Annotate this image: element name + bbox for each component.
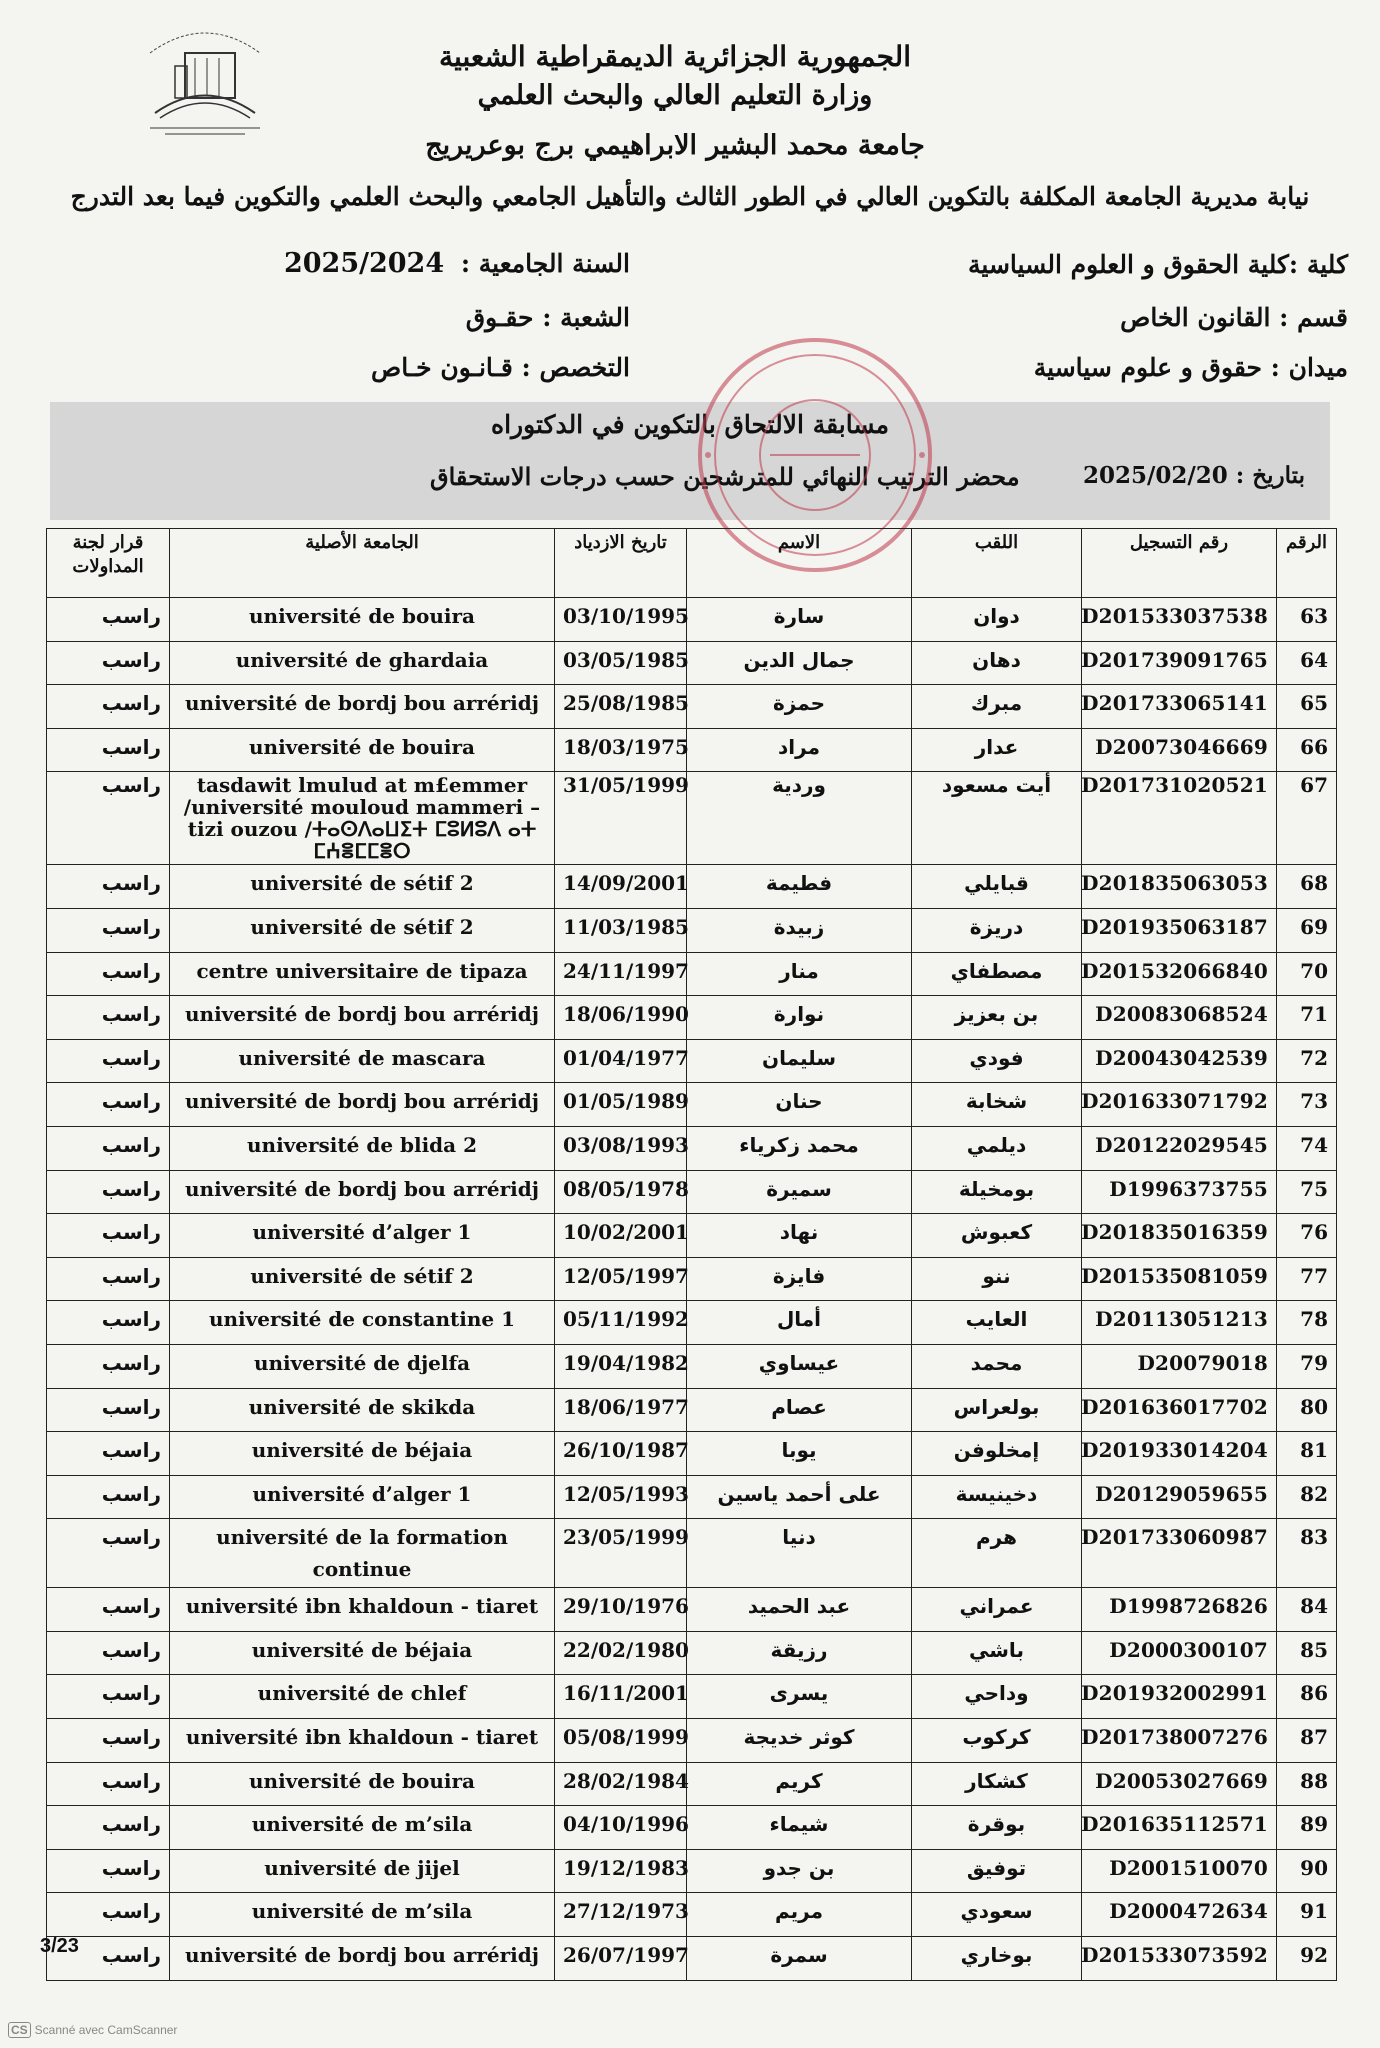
candidate-lastname: ننو	[912, 1257, 1082, 1301]
registration-number: D201933014204	[1082, 1432, 1277, 1476]
birth-date: 18/06/1990	[555, 996, 687, 1040]
scanner-watermark	[8, 2022, 177, 2038]
table-row	[47, 728, 1337, 772]
committee-decision: راسب	[47, 772, 170, 865]
origin-university: université de bordj bou arréridj	[170, 996, 555, 1040]
origin-university: université de m’sila	[170, 1893, 555, 1937]
committee-decision: راسب	[47, 996, 170, 1040]
candidate-lastname: شخابة	[912, 1083, 1082, 1127]
header-republic: الجمهورية الجزائرية الديمقراطية الشعبية	[438, 40, 911, 73]
ranking-subtitle: محضر الترتيب النهائي للمترشحين حسب درجات الاستحقاق	[430, 462, 1020, 491]
origin-university: tasdawit lmulud at m£emmer /université mouloud mammeri – tizi ouzou /ⵜⴰⵙⴷⴰⵡⵉⵜ ⵎⵓⵍⵓⴷ ⴰⵜ ⵎⵄⴻⵎⵎⴻⵔ	[170, 772, 555, 865]
candidate-firstname: يسرى	[687, 1675, 912, 1719]
header-firstname: الاسم	[687, 529, 912, 598]
field-value: : حقوق و علوم سياسية	[1033, 353, 1280, 382]
registration-number: D20122029545	[1082, 1126, 1277, 1170]
header-birthdate: تاريخ الازدياد	[555, 529, 687, 598]
committee-decision: راسب	[47, 728, 170, 772]
registration-number: D201935063187	[1082, 908, 1277, 952]
row-number: 92	[1277, 1937, 1337, 1981]
birth-date: 26/07/1997	[555, 1937, 687, 1981]
birth-date: 03/08/1993	[555, 1126, 687, 1170]
candidate-firstname: رزيقة	[687, 1631, 912, 1675]
committee-decision: راسب	[47, 1675, 170, 1719]
candidate-lastname: محمد	[912, 1344, 1082, 1388]
row-number: 83	[1277, 1519, 1337, 1588]
row-number: 82	[1277, 1475, 1337, 1519]
candidate-lastname: عمراني	[912, 1588, 1082, 1632]
candidate-lastname: دريزة	[912, 908, 1082, 952]
registration-number: D20079018	[1082, 1344, 1277, 1388]
registration-number: D2000300107	[1082, 1631, 1277, 1675]
committee-decision: راسب	[47, 1432, 170, 1476]
committee-decision: راسب	[47, 1039, 170, 1083]
candidate-firstname: سمرة	[687, 1937, 912, 1981]
candidate-firstname: مراد	[687, 728, 912, 772]
committee-decision: راسب	[47, 1083, 170, 1127]
registration-number: D2001510070	[1082, 1849, 1277, 1893]
department-field	[1120, 303, 1348, 332]
committee-decision: راسب	[47, 641, 170, 685]
row-number: 73	[1277, 1083, 1337, 1127]
origin-university: université de sétif 2	[170, 908, 555, 952]
candidate-lastname: توفيق	[912, 1849, 1082, 1893]
candidate-lastname: وداحي	[912, 1675, 1082, 1719]
table-row	[47, 1126, 1337, 1170]
committee-decision: راسب	[47, 1937, 170, 1981]
specialty-value: قـانـون خـاص	[371, 353, 513, 382]
origin-university: université de bouira	[170, 598, 555, 642]
table-row	[47, 1675, 1337, 1719]
field-label: ميدان	[1288, 353, 1348, 382]
origin-university: université de sétif 2	[170, 1257, 555, 1301]
table-row	[47, 1344, 1337, 1388]
birth-date: 12/05/1993	[555, 1475, 687, 1519]
committee-decision: راسب	[47, 1344, 170, 1388]
origin-university: université de béjaia	[170, 1432, 555, 1476]
origin-university: université de bordj bou arréridj	[170, 1937, 555, 1981]
candidate-lastname: العايب	[912, 1301, 1082, 1345]
origin-university: université de sétif 2	[170, 865, 555, 909]
committee-decision: راسب	[47, 1301, 170, 1345]
registration-number: D201835063053	[1082, 865, 1277, 909]
academic-year-field	[284, 248, 630, 279]
candidate-lastname: دوان	[912, 598, 1082, 642]
birth-date: 05/11/1992	[555, 1301, 687, 1345]
table-row	[47, 598, 1337, 642]
committee-decision: راسب	[47, 1849, 170, 1893]
origin-university: université de bouira	[170, 728, 555, 772]
row-number: 78	[1277, 1301, 1337, 1345]
candidate-lastname: كركوب	[912, 1719, 1082, 1763]
row-number: 70	[1277, 952, 1337, 996]
table-row	[47, 1257, 1337, 1301]
registration-number: D201532066840	[1082, 952, 1277, 996]
candidate-firstname: عصام	[687, 1388, 912, 1432]
candidate-lastname: دخينيسة	[912, 1475, 1082, 1519]
origin-university: université de m’sila	[170, 1806, 555, 1850]
specialty-label: التخصص :	[521, 353, 630, 382]
birth-date: 23/05/1999	[555, 1519, 687, 1588]
birth-date: 18/06/1977	[555, 1388, 687, 1432]
registration-number: D1998726826	[1082, 1588, 1277, 1632]
candidate-lastname: بوقرة	[912, 1806, 1082, 1850]
candidate-firstname: سميرة	[687, 1170, 912, 1214]
origin-university: université de bordj bou arréridj	[170, 1170, 555, 1214]
registration-number: D20083068524	[1082, 996, 1277, 1040]
candidate-lastname: إمخلوفن	[912, 1432, 1082, 1476]
faculty-field	[968, 250, 1348, 279]
origin-university: université de bordj bou arréridj	[170, 1083, 555, 1127]
header-vice-rectorate: نيابة مديرية الجامعة المكلفة بالتكوين العالي في الطور الثالث والتأهيل الجامعي والبحث العلمي والتكوين فيما بعد التدرج	[70, 182, 1310, 211]
committee-decision: راسب	[47, 1214, 170, 1258]
registration-number: D20053027669	[1082, 1762, 1277, 1806]
row-number: 71	[1277, 996, 1337, 1040]
origin-university: université de bordj bou arréridj	[170, 685, 555, 729]
exam-title: مسابقة الالتحاق بالتكوين في الدكتوراه	[490, 410, 890, 439]
table-row	[47, 641, 1337, 685]
committee-decision: راسب	[47, 1257, 170, 1301]
camscanner-badge-icon: CS	[8, 2022, 31, 2038]
row-number: 75	[1277, 1170, 1337, 1214]
candidate-lastname: بومخيلة	[912, 1170, 1082, 1214]
candidate-firstname: زبيدة	[687, 908, 912, 952]
candidate-firstname: نهاد	[687, 1214, 912, 1258]
registration-number: D201633071792	[1082, 1083, 1277, 1127]
candidate-firstname: عيساوي	[687, 1344, 912, 1388]
origin-university: université de blida 2	[170, 1126, 555, 1170]
birth-date: 31/05/1999	[555, 772, 687, 865]
header-university: الجامعة الأصلية	[170, 529, 555, 598]
row-number: 66	[1277, 728, 1337, 772]
registration-number: D201932002991	[1082, 1675, 1277, 1719]
table-row	[47, 1937, 1337, 1981]
candidate-firstname: حمزة	[687, 685, 912, 729]
birth-date: 10/02/2001	[555, 1214, 687, 1258]
committee-decision: راسب	[47, 865, 170, 909]
registration-number: D1996373755	[1082, 1170, 1277, 1214]
table-row	[47, 1719, 1337, 1763]
birth-date: 29/10/1976	[555, 1588, 687, 1632]
table-row	[47, 1762, 1337, 1806]
candidate-firstname: وردية	[687, 772, 912, 865]
candidate-firstname: بن جدو	[687, 1849, 912, 1893]
registration-number: D20129059655	[1082, 1475, 1277, 1519]
table-row	[47, 772, 1337, 865]
header-registration: رقم التسجيل	[1082, 529, 1277, 598]
candidate-firstname: جمال الدين	[687, 641, 912, 685]
candidate-lastname: عدار	[912, 728, 1082, 772]
birth-date: 27/12/1973	[555, 1893, 687, 1937]
registration-number: D201835016359	[1082, 1214, 1277, 1258]
candidate-firstname: فطيمة	[687, 865, 912, 909]
birth-date: 16/11/2001	[555, 1675, 687, 1719]
birth-date: 03/10/1995	[555, 598, 687, 642]
registration-number: D201738007276	[1082, 1719, 1277, 1763]
candidate-lastname: فودي	[912, 1039, 1082, 1083]
row-number: 72	[1277, 1039, 1337, 1083]
candidate-lastname: دهان	[912, 641, 1082, 685]
row-number: 81	[1277, 1432, 1337, 1476]
page-number: 3/23	[40, 1935, 79, 1957]
candidate-firstname: عبد الحميد	[687, 1588, 912, 1632]
candidate-firstname: على أحمد ياسين	[687, 1475, 912, 1519]
branch-label: الشعبة :	[542, 303, 630, 332]
birth-date: 08/05/1978	[555, 1170, 687, 1214]
registration-number: D201739091765	[1082, 641, 1277, 685]
candidate-firstname: شيماء	[687, 1806, 912, 1850]
registration-number: D20043042539	[1082, 1039, 1277, 1083]
candidate-firstname: حنان	[687, 1083, 912, 1127]
committee-decision: راسب	[47, 1719, 170, 1763]
registration-number: D2000472634	[1082, 1893, 1277, 1937]
candidate-firstname: منار	[687, 952, 912, 996]
scanner-text: Scanné avec CamScanner	[34, 2023, 178, 2037]
origin-university: université de bouira	[170, 1762, 555, 1806]
registration-number: D20073046669	[1082, 728, 1277, 772]
origin-university: centre universitaire de tipaza	[170, 952, 555, 996]
table-row	[47, 1806, 1337, 1850]
registration-number: D20113051213	[1082, 1301, 1277, 1345]
committee-decision: راسب	[47, 1588, 170, 1632]
birth-date: 14/09/2001	[555, 865, 687, 909]
candidate-lastname: سعودي	[912, 1893, 1082, 1937]
row-number: 77	[1277, 1257, 1337, 1301]
department-label: قسم	[1297, 303, 1348, 332]
row-number: 65	[1277, 685, 1337, 729]
candidate-lastname: مصطفاي	[912, 952, 1082, 996]
candidate-lastname: بولعراس	[912, 1388, 1082, 1432]
row-number: 74	[1277, 1126, 1337, 1170]
birth-date: 26/10/1987	[555, 1432, 687, 1476]
candidate-firstname: دنيا	[687, 1519, 912, 1588]
origin-university: université de djelfa	[170, 1344, 555, 1388]
origin-university: université de mascara	[170, 1039, 555, 1083]
candidate-firstname: يوبا	[687, 1432, 912, 1476]
row-number: 91	[1277, 1893, 1337, 1937]
birth-date: 19/12/1983	[555, 1849, 687, 1893]
candidate-firstname: سارة	[687, 598, 912, 642]
birth-date: 28/02/1984	[555, 1762, 687, 1806]
committee-decision: راسب	[47, 1475, 170, 1519]
committee-decision: راسب	[47, 598, 170, 642]
row-number: 89	[1277, 1806, 1337, 1850]
committee-decision: راسب	[47, 1806, 170, 1850]
registration-number: D201733065141	[1082, 685, 1277, 729]
origin-university: université de constantine 1	[170, 1301, 555, 1345]
candidate-firstname: سليمان	[687, 1039, 912, 1083]
registration-number: D201635112571	[1082, 1806, 1277, 1850]
academic-year-label: السنة الجامعية :	[460, 249, 630, 278]
row-number: 86	[1277, 1675, 1337, 1719]
origin-university: université de jijel	[170, 1849, 555, 1893]
date-value: 2025/02/20	[1082, 462, 1228, 489]
registration-number: D201535081059	[1082, 1257, 1277, 1301]
specialty-field	[371, 353, 630, 382]
table-row	[47, 1849, 1337, 1893]
candidate-lastname: بوخاري	[912, 1937, 1082, 1981]
table-row	[47, 865, 1337, 909]
table-row	[47, 908, 1337, 952]
candidate-lastname: ديلمي	[912, 1126, 1082, 1170]
committee-decision: راسب	[47, 685, 170, 729]
branch-value: حقـوق	[465, 303, 534, 332]
birth-date: 04/10/1996	[555, 1806, 687, 1850]
candidate-firstname: مريم	[687, 1893, 912, 1937]
candidate-lastname: باشي	[912, 1631, 1082, 1675]
committee-decision: راسب	[47, 1170, 170, 1214]
candidate-lastname: هرم	[912, 1519, 1082, 1588]
committee-decision: راسب	[47, 1631, 170, 1675]
row-number: 68	[1277, 865, 1337, 909]
registration-number: D201533073592	[1082, 1937, 1277, 1981]
candidate-firstname: فايزة	[687, 1257, 912, 1301]
birth-date: 22/02/1980	[555, 1631, 687, 1675]
origin-university: université d’alger 1	[170, 1475, 555, 1519]
origin-university: université d’alger 1	[170, 1214, 555, 1258]
committee-decision: راسب	[47, 1519, 170, 1588]
registration-number: D201731020521	[1082, 772, 1277, 865]
table-row	[47, 1588, 1337, 1632]
table-row	[47, 952, 1337, 996]
candidate-firstname: أمال	[687, 1301, 912, 1345]
academic-year-value: 2025/2024	[283, 248, 445, 279]
university-logo-icon	[135, 18, 275, 138]
row-number: 87	[1277, 1719, 1337, 1763]
candidate-lastname: كشكار	[912, 1762, 1082, 1806]
faculty-value: :كلية الحقوق و العلوم السياسية	[968, 250, 1299, 279]
committee-decision: راسب	[47, 1126, 170, 1170]
table-row	[47, 1388, 1337, 1432]
row-number: 63	[1277, 598, 1337, 642]
committee-decision: راسب	[47, 1388, 170, 1432]
header-lastname: اللقب	[912, 529, 1082, 598]
table-row	[47, 1475, 1337, 1519]
birth-date: 18/03/1975	[555, 728, 687, 772]
table-row	[47, 1432, 1337, 1476]
candidate-firstname: نوارة	[687, 996, 912, 1040]
committee-decision: راسب	[47, 1762, 170, 1806]
row-number: 69	[1277, 908, 1337, 952]
row-number: 80	[1277, 1388, 1337, 1432]
table-row	[47, 1170, 1337, 1214]
header-ministry: وزارة التعليم العالي والبحث العلمي	[477, 80, 873, 111]
table-row	[47, 685, 1337, 729]
birth-date: 25/08/1985	[555, 685, 687, 729]
committee-decision: راسب	[47, 1893, 170, 1937]
ranking-table	[46, 528, 1337, 1981]
header-university: جامعة محمد البشير الابراهيمي برج بوعريريج	[425, 130, 925, 161]
origin-university: université ibn khaldoun - tiaret	[170, 1719, 555, 1763]
candidate-lastname: مبرك	[912, 685, 1082, 729]
table-header-row	[47, 529, 1337, 598]
birth-date: 01/04/1977	[555, 1039, 687, 1083]
table-row	[47, 1893, 1337, 1937]
registration-number: D201533037538	[1082, 598, 1277, 642]
row-number: 76	[1277, 1214, 1337, 1258]
row-number: 90	[1277, 1849, 1337, 1893]
field-field	[1034, 353, 1348, 382]
birth-date: 19/04/1982	[555, 1344, 687, 1388]
table-row	[47, 1301, 1337, 1345]
row-number: 85	[1277, 1631, 1337, 1675]
birth-date: 05/08/1999	[555, 1719, 687, 1763]
committee-decision: راسب	[47, 908, 170, 952]
table-row	[47, 1214, 1337, 1258]
origin-university: université de ghardaia	[170, 641, 555, 685]
document-date	[1083, 462, 1305, 489]
row-number: 79	[1277, 1344, 1337, 1388]
candidate-firstname: كريم	[687, 1762, 912, 1806]
candidate-lastname: بن بعزيز	[912, 996, 1082, 1040]
registration-number: D201733060987	[1082, 1519, 1277, 1588]
table-row	[47, 1083, 1337, 1127]
birth-date: 11/03/1985	[555, 908, 687, 952]
candidate-lastname: قبايلي	[912, 865, 1082, 909]
candidate-firstname: محمد زكرياء	[687, 1126, 912, 1170]
row-number: 84	[1277, 1588, 1337, 1632]
branch-field	[466, 303, 630, 332]
row-number: 64	[1277, 641, 1337, 685]
table-row	[47, 996, 1337, 1040]
department-value: : القانون الخاص	[1120, 303, 1289, 332]
faculty-label: كلية	[1306, 250, 1348, 279]
origin-university: université de chlef	[170, 1675, 555, 1719]
committee-decision: راسب	[47, 952, 170, 996]
table-row	[47, 1039, 1337, 1083]
candidate-lastname: كعبوش	[912, 1214, 1082, 1258]
row-number: 88	[1277, 1762, 1337, 1806]
birth-date: 03/05/1985	[555, 641, 687, 685]
origin-university: université de skikda	[170, 1388, 555, 1432]
date-label: بتاريخ :	[1235, 462, 1305, 489]
header-decision: قرار لجنة المداولات	[47, 529, 170, 598]
header-num: الرقم	[1277, 529, 1337, 598]
birth-date: 01/05/1989	[555, 1083, 687, 1127]
row-number: 67	[1277, 772, 1337, 865]
candidate-firstname: كوثر خديجة	[687, 1719, 912, 1763]
registration-number: D201636017702	[1082, 1388, 1277, 1432]
origin-university: université de la formation continue	[170, 1519, 555, 1588]
table-row	[47, 1519, 1337, 1588]
birth-date: 24/11/1997	[555, 952, 687, 996]
origin-university: université ibn khaldoun - tiaret	[170, 1588, 555, 1632]
table-row	[47, 1631, 1337, 1675]
birth-date: 12/05/1997	[555, 1257, 687, 1301]
origin-university: université de béjaia	[170, 1631, 555, 1675]
candidate-lastname: أيت مسعود	[912, 772, 1082, 865]
